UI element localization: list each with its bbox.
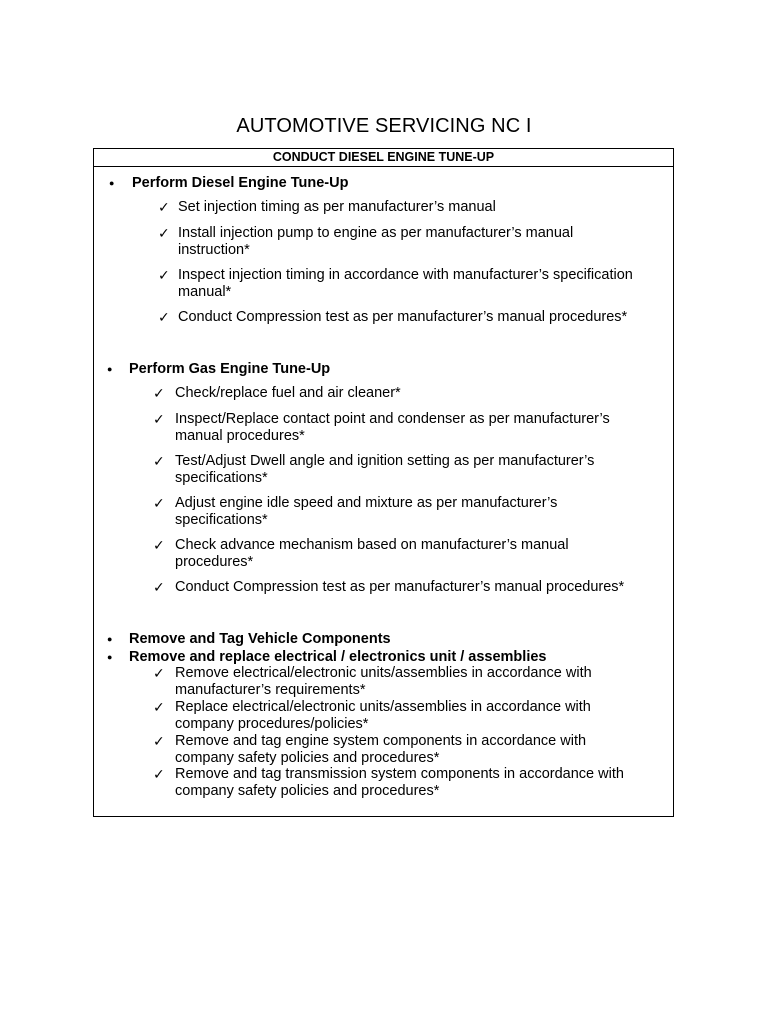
bullet-icon: ● [109, 178, 115, 188]
list-item-text: Remove electrical/electronic units/assemblies in accordance with [175, 665, 592, 681]
list-item-text: Install injection pump to engine as per manufacturer’s manual [178, 225, 574, 241]
list-item-text: Inspect injection timing in accordance with manufacturer’s specification [178, 267, 633, 283]
section-title: Remove and replace electrical / electronics unit / assemblies [129, 649, 547, 665]
list-item-text: Conduct Compression test as per manufacturer’s manual procedures* [175, 579, 625, 595]
list-item-text: Remove and tag engine system components in accordance with [175, 733, 587, 749]
section-title: Perform Gas Engine Tune-Up [129, 361, 331, 377]
list-item-text: specifications* [175, 470, 268, 486]
checkmark-icon: ✓ [158, 267, 170, 283]
list-item-text: company safety policies and procedures* [175, 783, 440, 799]
list-item-text: Conduct Compression test as per manufacturer’s manual procedures* [178, 309, 628, 325]
list-item-text: manual procedures* [175, 428, 305, 444]
list-item-text: Check advance mechanism based on manufacturer’s manual [175, 537, 569, 553]
list-item-text: Adjust engine idle speed and mixture as per manufacturer’s [175, 495, 558, 511]
list-item-text: company safety policies and procedures* [175, 750, 440, 766]
list-item-text: Test/Adjust Dwell angle and ignition setting as per manufacturer’s [175, 453, 595, 469]
checkmark-icon: ✓ [153, 699, 165, 715]
checkmark-icon: ✓ [153, 385, 165, 401]
checkmark-icon: ✓ [153, 766, 165, 782]
list-item-text: Check/replace fuel and air cleaner* [175, 385, 401, 401]
checkmark-icon: ✓ [153, 453, 165, 469]
list-item-text: company procedures/policies* [175, 716, 369, 732]
list-item-text: Set injection timing as per manufacturer’s manual [178, 199, 496, 215]
list-item-text: specifications* [175, 512, 268, 528]
checkmark-icon: ✓ [153, 411, 165, 427]
section-title: Perform Diesel Engine Tune-Up [132, 175, 349, 191]
box-header: CONDUCT DIESEL ENGINE TUNE-UP [94, 149, 673, 167]
checkmark-icon: ✓ [153, 495, 165, 511]
list-item-text: Remove and tag transmission system components in accordance with [175, 766, 624, 782]
bullet-icon: ● [107, 364, 113, 374]
list-item-text: procedures* [175, 554, 254, 570]
bullet-icon: ● [107, 652, 113, 662]
checkmark-icon: ✓ [158, 309, 170, 325]
list-item-text: manufacturer’s requirements* [175, 682, 366, 698]
section-title: Remove and Tag Vehicle Components [129, 631, 391, 647]
checkmark-icon: ✓ [153, 537, 165, 553]
checkmark-icon: ✓ [153, 665, 165, 681]
list-item-text: Inspect/Replace contact point and condenser as per manufacturer’s [175, 411, 610, 427]
list-item-text: Replace electrical/electronic units/assemblies in accordance with [175, 699, 591, 715]
list-item-text: instruction* [178, 242, 250, 258]
checkmark-icon: ✓ [153, 579, 165, 595]
checkmark-icon: ✓ [158, 199, 170, 215]
list-item-text: manual* [178, 284, 232, 300]
checkmark-icon: ✓ [153, 733, 165, 749]
document-title: AUTOMOTIVE SERVICING NC I [236, 115, 532, 137]
checkmark-icon: ✓ [158, 225, 170, 241]
bullet-icon: ● [107, 634, 113, 644]
